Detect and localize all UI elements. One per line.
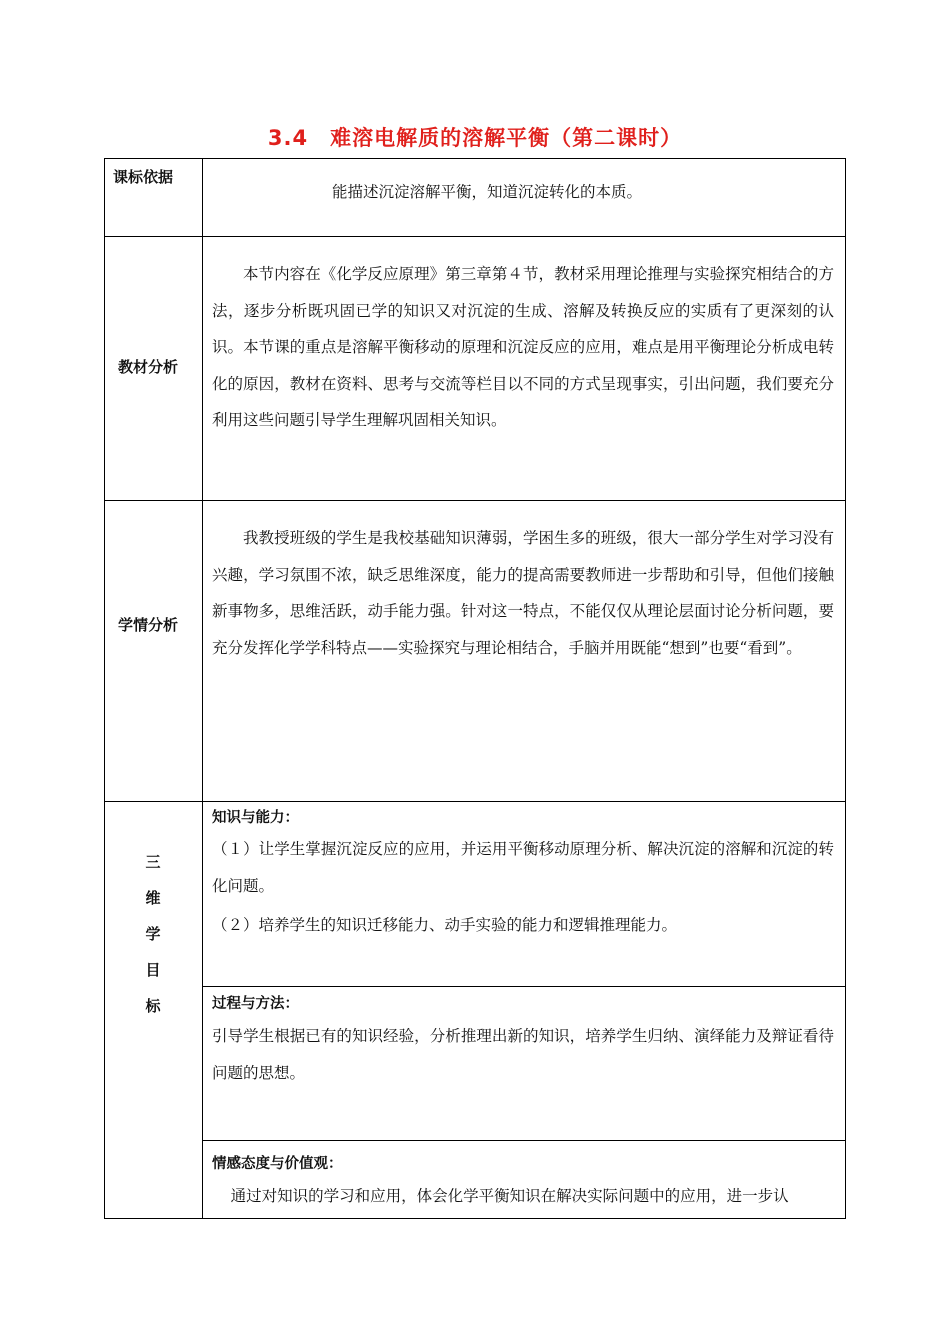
three-dimension-label-4: 目 [145,961,161,979]
process-method-heading: 过程与方法： [212,996,299,1012]
emotion-value-content: 通过对知识的学习和应用，体会化学平衡知识在解决实际问题中的应用，进一步认 [230,1187,789,1205]
textbook-analysis-label: 教材分析 [118,358,179,376]
three-dimension-label-5: 标 [145,997,161,1015]
page-title: 3.4 难溶电解质的溶解平衡（第二课时） [267,126,683,150]
row-divider [104,500,846,501]
three-dimension-label-2: 维 [145,889,161,907]
row-divider [104,236,846,237]
knowledge-ability-item-1: （１）让学生掌握沉淀反应的应用，并运用平衡移动原理分析、解决沉淀的溶解和沉淀的转化问题。 [212,840,834,895]
textbook-analysis-content: 本节内容在《化学反应原理》第三章第４节，教材采用理论推理与实验探究相结合的方法，逐步分析既巩固已学的知识又对沉淀的生成、溶解及转换反应的实质有了更深刻的认识。本节课的重点是溶解平衡移动的原理和沉淀反应的应用，难点是用平衡理论分析成电转化的原因，教材在资料、思考与交流等栏目以不同的方式呈现事实，引出问题，我们要充分利用这些问题引导学生理解巩固相关知识。 [212,265,834,429]
student-analysis-label: 学情分析 [118,616,179,634]
three-dimension-label-1: 三 [145,853,161,871]
curriculum-basis-label: 课标依据 [113,168,174,186]
curriculum-basis-content: 能描述沉淀溶解平衡，知道沉淀转化的本质。 [332,183,643,201]
column-divider [202,158,203,1219]
process-method-content: 引导学生根据已有的知识经验，分析推理出新的知识，培养学生归纳、演绎能力及辩证看待问题的思想。 [212,1027,834,1082]
row-divider [104,801,846,802]
student-analysis-content: 我教授班级的学生是我校基础知识薄弱，学困生多的班级，很大一部分学生对学习没有兴趣，学习氛围不浓，缺乏思维深度，能力的提高需要教师进一步帮助和引导，但他们接触新事物多，思维活跃，动手能力强。针对这一特点，不能仅仅从理论层面讨论分析问题，要充分发挥化学学科特点——实验探究与理论相结合，手脑并用既能“想到”也要“看到”。 [212,529,834,657]
emotion-value-heading: 情感态度与价值观： [212,1156,343,1172]
three-dimension-label-3: 学 [145,925,161,943]
knowledge-ability-heading: 知识与能力： [212,810,299,826]
knowledge-ability-item-2: （２）培养学生的知识迁移能力、动手实验的能力和逻辑推理能力。 [212,916,678,934]
subrow-divider [202,1140,846,1141]
subrow-divider [202,986,846,987]
